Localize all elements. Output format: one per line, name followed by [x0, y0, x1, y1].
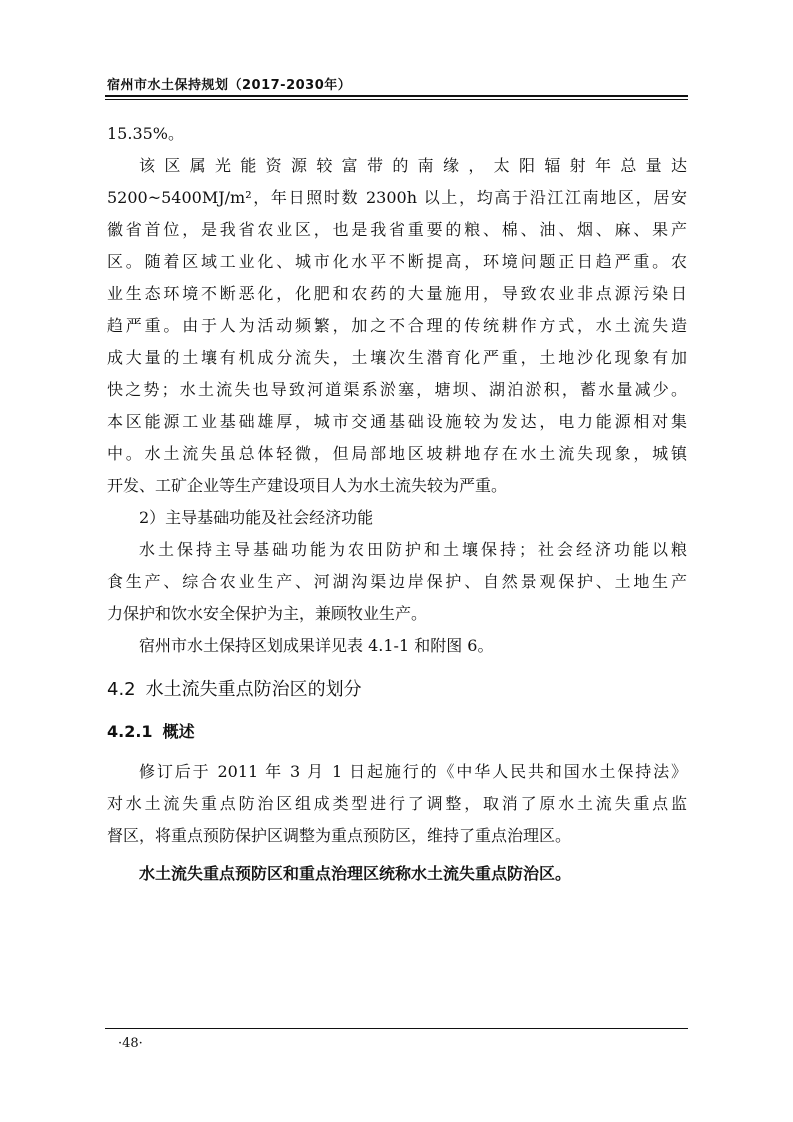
text-line: 对水土流失重点防治区组成类型进行了调整，取消了原水土流失重点监	[107, 794, 687, 813]
paragraph-key-definition: 水土流失重点预防区和重点治理区统称水土流失重点防治区。	[139, 864, 572, 883]
text-line: 修订后于 2011 年 3 月 1 日起施行的《中华人民共和国水土保持法》	[139, 762, 687, 781]
paragraph-climate	[107, 150, 687, 502]
subsection-title: 概述	[162, 722, 195, 741]
text-line: 食生产、综合农业生产、河湖沟渠边岸保护、自然景观保护、土地生产	[107, 572, 687, 591]
subsection-heading-4-2-1	[107, 714, 687, 750]
text-line: 开发、工矿企业等生产建设项目人为水土流失较为严重。	[107, 476, 508, 495]
footer-rule	[105, 1028, 688, 1029]
section-title: 水土流失重点防治区的划分	[145, 679, 362, 700]
header-rule-thin	[105, 99, 688, 100]
page-number: ·48·	[118, 1036, 143, 1051]
page-body	[107, 118, 687, 890]
section-heading-4-2	[107, 670, 687, 710]
text-line: 趋严重。由于人为活动频繁，加之不合理的传统耕作方式，水土流失造	[107, 316, 687, 335]
text-line: 本区能源工业基础雄厚，城市交通基础设施较为发达，电力能源相对集	[107, 412, 687, 431]
text-line: 成大量的土壤有机成分流失，土壤次生潜育化严重，土地沙化现象有加	[107, 348, 687, 367]
text-line: 5200~5400MJ/m²，年日照时数 2300h 以上，均高于沿江江南地区，居安	[107, 188, 687, 207]
paragraph-law-revision	[107, 756, 687, 852]
text-line: 业生态环境不断恶化，化肥和农药的大量施用，导致农业非点源污染日	[107, 284, 687, 303]
text-line: 徽省首位，是我省农业区，也是我省重要的粮、棉、油、烟、麻、果产	[107, 220, 687, 239]
subsection-number: 4.2.1	[107, 722, 153, 741]
list-item-functions: 2）主导基础功能及社会经济功能	[139, 508, 374, 527]
text-line: 快之势；水土流失也导致河道渠系淤塞，塘坝、湖泊淤积，蓄水量减少。	[107, 380, 687, 399]
section-number: 4.2	[107, 679, 136, 700]
header-rule-thick	[105, 95, 688, 97]
paragraph-intro-tail: 15.35%。	[107, 124, 185, 143]
text-line: 水土保持主导基础功能为农田防护和土壤保持；社会经济功能以粮	[139, 540, 687, 559]
text-line: 区。随着区域工业化、城市化水平不断提高，环境问题正日趋严重。农	[107, 252, 687, 271]
text-line: 中。水土流失虽总体轻微，但局部地区坡耕地存在水土流失现象，城镇	[107, 444, 687, 463]
text-line: 力保护和饮水安全保护为主，兼顾牧业生产。	[107, 604, 428, 623]
text-line: 该区属光能资源较富带的南缘，太阳辐射年总量达	[139, 156, 687, 175]
paragraph-functions	[107, 534, 687, 630]
running-header-title: 宿州市水土保持规划（2017-2030年）	[107, 78, 352, 93]
paragraph-zoning-results: 宿州市水土保持区划成果详见表 4.1-1 和附图 6。	[139, 636, 494, 655]
text-line: 督区，将重点预防保护区调整为重点预防区，维持了重点治理区。	[107, 826, 572, 845]
